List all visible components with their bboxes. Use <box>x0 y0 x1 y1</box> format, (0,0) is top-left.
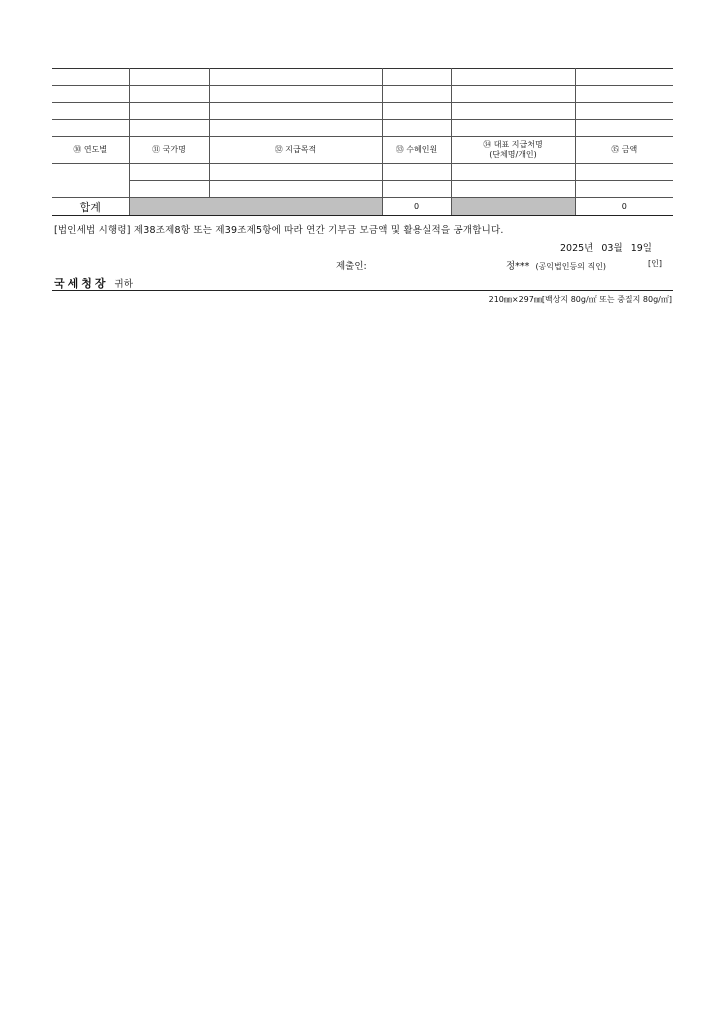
header-recipients: ㉝ 수혜인원 <box>382 137 451 164</box>
submission-date <box>560 240 657 254</box>
table-row <box>52 181 673 198</box>
header-country: ㉛ 국가명 <box>129 137 209 164</box>
seal-mark: [인] <box>648 259 662 268</box>
header-amount: ㉟ 금액 <box>575 137 673 164</box>
divider <box>52 290 673 291</box>
submitter-name: 정*** <box>506 261 530 272</box>
total-shaded-cell <box>451 198 575 216</box>
donation-usage-form <box>52 68 673 216</box>
usage-table <box>52 68 673 216</box>
recipient-name: 국세청장 <box>54 277 109 290</box>
disclosure-notice: [법인세법 시행령] 제38조제8항 또는 제39조제5항에 따라 연간 기부금 모금액 및 활용실적을 공개합니다. <box>54 225 504 236</box>
table-row <box>52 120 673 137</box>
header-purpose: ㉜ 지급목적 <box>209 137 382 164</box>
paper-spec: 210㎜×297㎜[백상지 80g/㎡ 또는 중질지 80g/㎡] <box>488 295 672 304</box>
table-row <box>52 103 673 120</box>
submitter-signature <box>506 258 606 272</box>
table-row <box>52 164 673 181</box>
total-shaded-cell <box>129 198 382 216</box>
header-payee-line1: ㉞ 대표 지급처명 <box>483 140 543 149</box>
date-month: 03월 <box>601 243 623 254</box>
total-row <box>52 198 673 216</box>
submitter-role: (공익법인등의 직인) <box>535 262 607 271</box>
header-payee <box>451 137 575 164</box>
header-payee-line2: (단체명/개인) <box>489 150 537 159</box>
submitter-label: 제출인: <box>336 261 367 272</box>
total-label: 합계 <box>52 198 129 216</box>
table-header-row <box>52 137 673 164</box>
total-amount: 0 <box>575 198 673 216</box>
date-day: 19일 <box>630 243 652 254</box>
total-recipients: 0 <box>382 198 451 216</box>
recipient-honorific: 귀하 <box>114 279 133 290</box>
date-year: 2025년 <box>560 243 594 254</box>
header-year: ㉚ 연도별 <box>52 137 129 164</box>
recipient <box>54 275 133 291</box>
table-row <box>52 69 673 86</box>
table-row <box>52 86 673 103</box>
